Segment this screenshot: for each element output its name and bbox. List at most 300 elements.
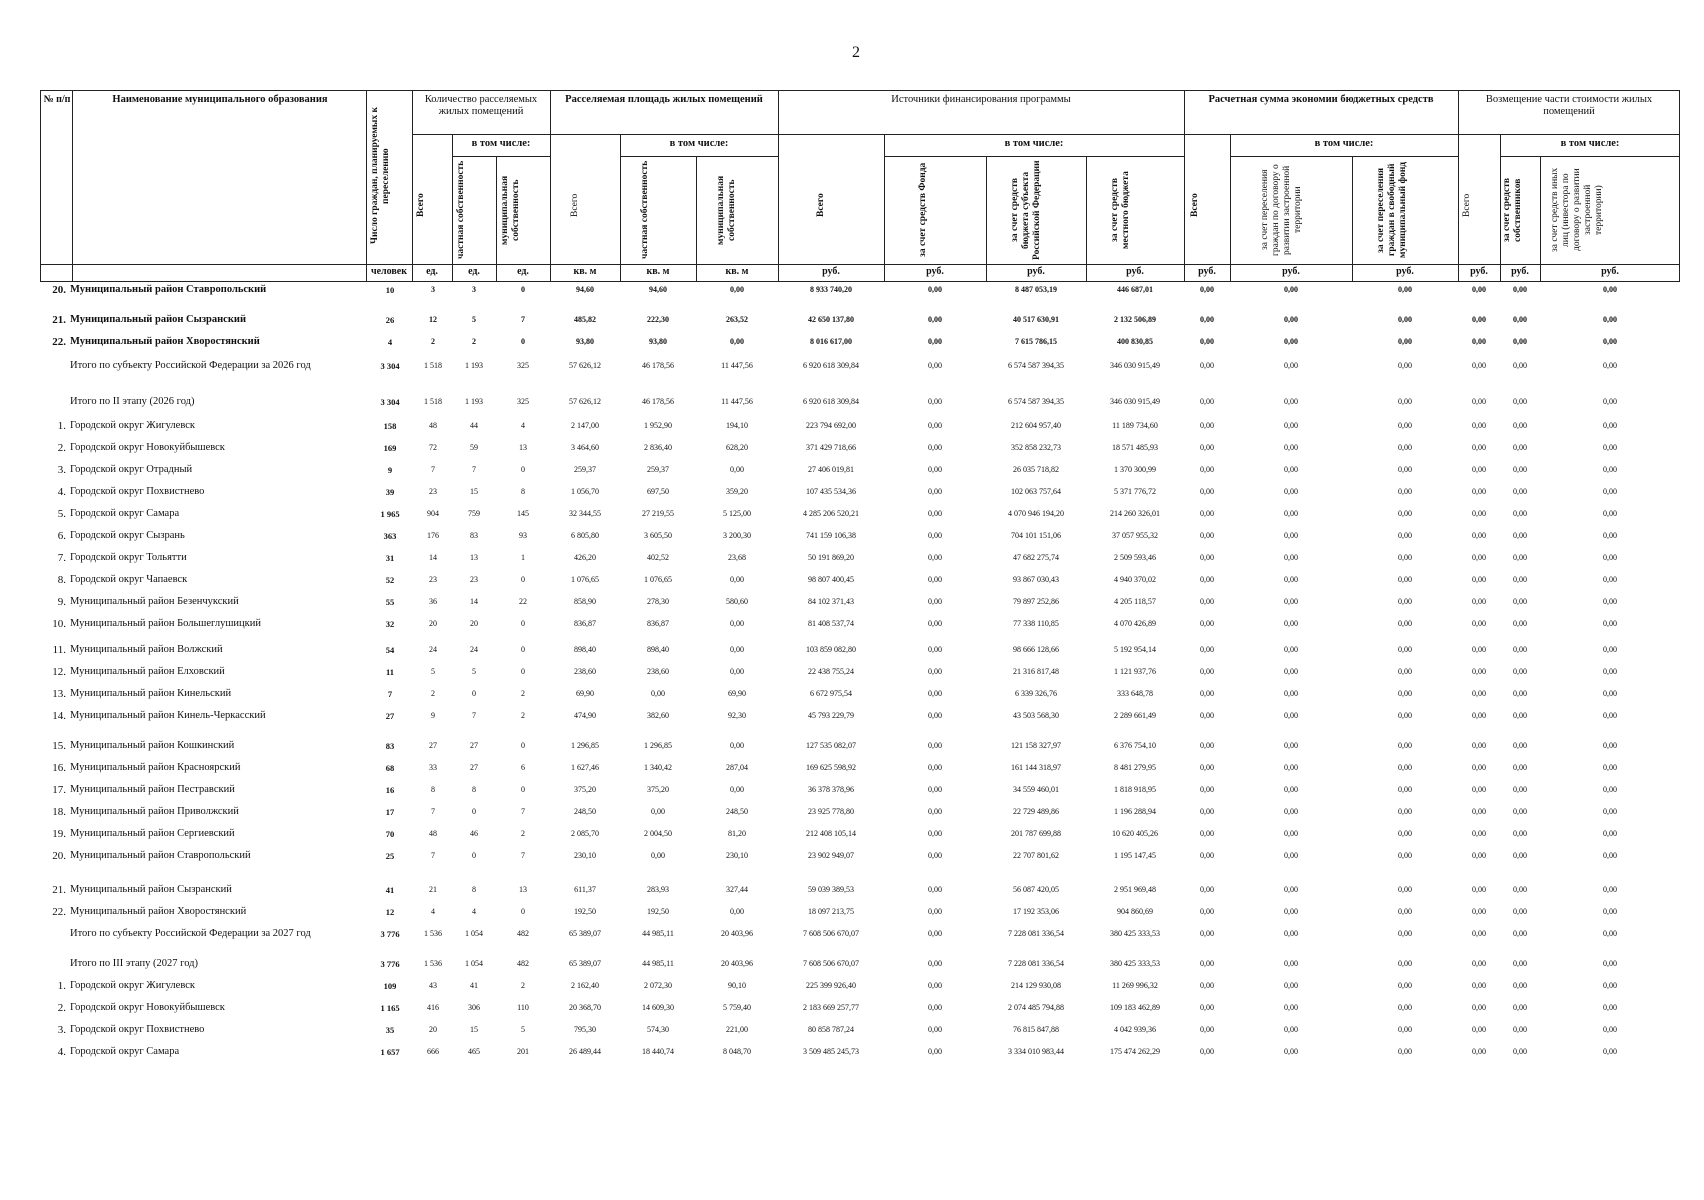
table-cell: 0,00 [1200, 981, 1214, 990]
table-cell: 0 [521, 575, 525, 584]
table-cell: 0,00 [1398, 785, 1412, 794]
table-cell: 230,10 [574, 851, 596, 860]
table-cell: 7 [431, 851, 435, 860]
municipality-name: Городской округ Чапаевск [70, 574, 188, 585]
table-cell: 7 [472, 465, 476, 474]
table-cell: 0,00 [1200, 929, 1214, 938]
table-cell: 0,00 [1603, 509, 1617, 518]
table-cell: 0,00 [1284, 763, 1298, 772]
table-cell: 0,00 [1398, 1047, 1412, 1056]
table-cell: 0,00 [730, 645, 744, 654]
row-number: 20. [52, 284, 66, 296]
table-cell: 47 682 275,74 [1013, 553, 1059, 562]
table-cell: 93,80 [576, 337, 594, 346]
table-cell: 20 [429, 1025, 437, 1034]
table-cell: 6 [521, 763, 525, 772]
table-cell: 4 205 118,57 [1114, 597, 1156, 606]
unit-economy-free: руб. [1396, 266, 1414, 277]
table-cell: 27 [470, 763, 478, 772]
table-cell: 3 605,50 [644, 531, 672, 540]
table-cell: 795,30 [574, 1025, 596, 1034]
table-cell: 0,00 [1398, 531, 1412, 540]
table-cell: 46 178,56 [642, 361, 674, 370]
table-cell: 52 [385, 575, 395, 585]
table-cell: 31 [385, 553, 395, 563]
table-cell: 0,00 [1513, 763, 1527, 772]
table-cell: 0,00 [1472, 285, 1486, 294]
table-cell: 4 285 206 520,21 [803, 509, 859, 518]
table-cell: 0,00 [1513, 885, 1527, 894]
table-cell: 22 729 489,86 [1013, 807, 1059, 816]
table-cell: 0,00 [1603, 981, 1617, 990]
table-cell: 13 [470, 553, 478, 562]
table-cell: 3 464,60 [571, 443, 599, 452]
row-number: 4. [57, 1046, 66, 1058]
area-municipal-header: муниципальная собственность [716, 175, 737, 245]
funding-total-header: Всего [816, 193, 826, 217]
col-no-header: № п/п [43, 94, 71, 105]
table-cell: 0,00 [1398, 285, 1412, 294]
table-cell: 2 183 669 257,77 [803, 1003, 859, 1012]
table-cell: 0,00 [730, 667, 744, 676]
table-cell: 0 [472, 807, 476, 816]
table-cell: 83 [470, 531, 478, 540]
table-cell: 8 [521, 487, 525, 496]
table-cell: 0,00 [1472, 1003, 1486, 1012]
table-cell: 0,00 [1603, 741, 1617, 750]
table-cell: 4 070 946 194,20 [1008, 509, 1064, 518]
table-cell: 0,00 [1398, 829, 1412, 838]
table-cell: 46 178,56 [642, 397, 674, 406]
table-cell: 0,00 [1200, 509, 1214, 518]
table-cell: 2 162,40 [571, 981, 599, 990]
table-cell: 55 [385, 597, 395, 607]
table-cell: 0,00 [1200, 763, 1214, 772]
table-cell: 42 650 137,80 [808, 315, 854, 324]
table-cell: 0,00 [1603, 1047, 1617, 1056]
table-cell: 56 087 420,05 [1013, 885, 1059, 894]
table-cell: 238,60 [647, 667, 669, 676]
table-cell: 6 574 587 394,35 [1008, 361, 1064, 370]
table-cell: 0,00 [1284, 645, 1298, 654]
municipality-name: Муниципальный район Красноярский [70, 762, 241, 773]
table-cell: 0,00 [928, 531, 942, 540]
table-cell: 8 933 740,20 [810, 285, 852, 294]
table-cell: 81 408 537,74 [808, 619, 854, 628]
table-cell: 0,00 [651, 689, 665, 698]
table-cell: 0,00 [730, 907, 744, 916]
table-cell: 6 920 618 309,84 [803, 361, 859, 370]
table-cell: 0,00 [1200, 443, 1214, 452]
table-cell: 0,00 [1603, 959, 1617, 968]
table-cell: 759 [468, 509, 480, 518]
table-row [40, 462, 1680, 478]
table-cell: 194,10 [726, 421, 748, 430]
table-cell: 7 228 081 336,54 [1008, 929, 1064, 938]
table-cell: 628,20 [726, 443, 748, 452]
table-cell: 3 334 010 983,44 [1008, 1047, 1064, 1056]
table-cell: 0,00 [1284, 531, 1298, 540]
table-row [40, 616, 1680, 632]
table-cell: 0,00 [928, 465, 942, 474]
table-cell: 0 [521, 907, 525, 916]
table-cell: 93 [519, 531, 527, 540]
table-cell: 0,00 [1472, 741, 1486, 750]
table-cell: 0,00 [1398, 711, 1412, 720]
table-cell: 0,00 [1472, 487, 1486, 496]
table-cell: 72 [429, 443, 437, 452]
table-cell: 0,00 [1398, 959, 1412, 968]
table-cell: 0,00 [1513, 575, 1527, 584]
table-cell: 33 [429, 763, 437, 772]
municipality-name: Муниципальный район Приволжский [70, 806, 239, 817]
table-cell: 7 608 506 670,07 [803, 929, 859, 938]
table-cell: 1 627,46 [571, 763, 599, 772]
unit-funding-region: руб. [1027, 266, 1045, 277]
table-cell: 27 219,55 [642, 509, 674, 518]
table-cell: 278,30 [647, 597, 669, 606]
table-cell: 5 [472, 667, 476, 676]
table-cell: 371 429 718,66 [806, 443, 856, 452]
table-cell: 0,00 [1513, 397, 1527, 406]
row-number: 21. [52, 314, 66, 326]
table-cell: 0,00 [1513, 851, 1527, 860]
table-cell: 2 [431, 689, 435, 698]
table-cell: 12 [429, 315, 437, 324]
table-cell: 426,20 [574, 553, 596, 562]
row-number: 5. [57, 508, 66, 520]
table-cell: 1 340,42 [644, 763, 672, 772]
table-cell: 0,00 [1603, 785, 1617, 794]
table-cell: 3 509 485 245,73 [803, 1047, 859, 1056]
table-cell: 0,00 [1284, 421, 1298, 430]
table-row [40, 440, 1680, 456]
table-cell: 0,00 [1284, 667, 1298, 676]
table-cell: 93 867 030,43 [1013, 575, 1059, 584]
table-cell: 580,60 [726, 597, 748, 606]
table-cell: 6 376 754,10 [1114, 741, 1156, 750]
table-cell: 0,00 [1398, 575, 1412, 584]
table-cell: 0,00 [1398, 689, 1412, 698]
table-cell: 145 [517, 509, 529, 518]
table-cell: 259,37 [574, 465, 596, 474]
table-cell: 14 [470, 597, 478, 606]
table-cell: 11 447,56 [721, 397, 753, 406]
table-cell: 36 [429, 597, 437, 606]
row-number: 22. [52, 906, 66, 918]
table-row [40, 848, 1680, 864]
table-cell: 0,00 [1200, 667, 1214, 676]
row-number: 16. [52, 762, 66, 774]
table-row [40, 550, 1680, 566]
table-cell: 0,00 [1284, 981, 1298, 990]
unit-rooms-total: ед. [426, 266, 438, 277]
table-cell: 0,00 [1398, 929, 1412, 938]
table-cell: 1 965 [380, 509, 400, 519]
table-cell: 22 438 755,24 [808, 667, 854, 676]
table-cell: 263,52 [726, 315, 748, 324]
table-row [40, 664, 1680, 680]
economy-dev-header: за счет переселения граждан по договору о развитии застроенной территории [1260, 164, 1303, 256]
table-cell: 214 129 930,08 [1011, 981, 1061, 990]
table-cell: 161 144 318,97 [1011, 763, 1061, 772]
table-cell: 0,00 [1200, 361, 1214, 370]
table-cell: 0 [521, 337, 525, 346]
row-number: 6. [57, 530, 66, 542]
table-cell: 0,00 [1284, 553, 1298, 562]
table-cell: 0,00 [1200, 575, 1214, 584]
table-cell: 68 [385, 763, 395, 773]
table-cell: 54 [385, 645, 395, 655]
table-cell: 0,00 [928, 1025, 942, 1034]
table-cell: 0,00 [1398, 807, 1412, 816]
table-row [40, 1044, 1680, 1060]
table-cell: 4 [521, 421, 525, 430]
table-cell: 0,00 [1284, 619, 1298, 628]
municipality-name: Итого по II этапу (2026 год) [70, 396, 195, 407]
rooms-private-header: частная собственность [456, 160, 466, 260]
economy-total-header: Всего [1190, 193, 1200, 217]
table-cell: 0,00 [1284, 487, 1298, 496]
municipality-name: Городской округ Отрадный [70, 464, 193, 475]
municipality-name: Городской округ Тольятти [70, 552, 187, 563]
table-cell: 0,00 [1284, 337, 1298, 346]
row-number: 4. [57, 486, 66, 498]
table-cell: 0,00 [1284, 907, 1298, 916]
grp-area-header: Расселяемая площадь жилых помещений [565, 94, 763, 105]
table-cell: 192,50 [574, 907, 596, 916]
rooms-municipal-header: муниципальная собственность [500, 175, 521, 245]
table-cell: 0,00 [1513, 929, 1527, 938]
table-cell: 0,00 [1398, 645, 1412, 654]
table-cell: 44 985,11 [642, 959, 674, 968]
table-cell: 0,00 [1284, 315, 1298, 324]
table-row [40, 804, 1680, 820]
table-cell: 2 509 593,46 [1114, 553, 1156, 562]
unit-refund-owners: руб. [1511, 266, 1529, 277]
table-cell: 0,00 [1284, 851, 1298, 860]
table-cell: 0,00 [1284, 597, 1298, 606]
table-cell: 5 125,00 [723, 509, 751, 518]
table-cell: 16 [385, 785, 395, 795]
row-number: 13. [52, 688, 66, 700]
table-cell: 0,00 [1603, 711, 1617, 720]
table-cell: 2 951 969,48 [1114, 885, 1156, 894]
table-cell: 0,00 [1398, 509, 1412, 518]
table-cell: 0,00 [1398, 667, 1412, 676]
table-cell: 375,20 [574, 785, 596, 794]
table-cell: 0,00 [1398, 337, 1412, 346]
table-cell: 904 860,69 [1117, 907, 1153, 916]
table-cell: 50 191 869,20 [808, 553, 854, 562]
table-cell: 0,00 [1472, 807, 1486, 816]
table-cell: 0,00 [651, 807, 665, 816]
table-cell: 0,00 [1472, 1047, 1486, 1056]
table-cell: 109 183 462,89 [1110, 1003, 1160, 1012]
table-cell: 327,44 [726, 885, 748, 894]
table-cell: 44 985,11 [642, 929, 674, 938]
table-cell: 26 489,44 [569, 1047, 601, 1056]
table-cell: 0,00 [928, 885, 942, 894]
unit-funding-local: руб. [1126, 266, 1144, 277]
table-row [40, 506, 1680, 522]
table-cell: 0,00 [1603, 337, 1617, 346]
table-cell: 57 626,12 [569, 397, 601, 406]
table-cell: 0,00 [1200, 907, 1214, 916]
table-cell: 0 [521, 619, 525, 628]
table-cell: 11 269 996,32 [1112, 981, 1158, 990]
table-cell: 0,00 [1398, 981, 1412, 990]
table-cell: 0,00 [1603, 575, 1617, 584]
table-cell: 8 [472, 785, 476, 794]
row-number: 10. [52, 618, 66, 630]
table-cell: 0,00 [1200, 1003, 1214, 1012]
table-cell: 380 425 333,53 [1110, 929, 1160, 938]
table-cell: 93,80 [649, 337, 667, 346]
table-cell: 18 097 213,75 [808, 907, 854, 916]
table-cell: 0,00 [730, 465, 744, 474]
table-cell: 18 571 485,93 [1112, 443, 1158, 452]
table-cell: 6 805,80 [571, 531, 599, 540]
table-cell: 26 035 718,82 [1013, 465, 1059, 474]
table-cell: 0,00 [1603, 907, 1617, 916]
table-cell: 1 165 [380, 1003, 400, 1013]
table-cell: 0,00 [1398, 487, 1412, 496]
table-cell: 23 [429, 575, 437, 584]
table-cell: 4 940 370,02 [1114, 575, 1156, 584]
table-cell: 44 [470, 421, 478, 430]
unit-area-total: кв. м [573, 266, 597, 277]
table-cell: 1 193 [465, 397, 483, 406]
table-cell: 0,00 [1398, 619, 1412, 628]
table-cell: 6 339 326,76 [1015, 689, 1057, 698]
table-cell: 0,00 [1200, 597, 1214, 606]
municipality-name: Итого по III этапу (2027 год) [70, 958, 199, 969]
table-cell: 2 [431, 337, 435, 346]
table-cell: 48 [429, 421, 437, 430]
table-cell: 0,00 [1472, 315, 1486, 324]
table-cell: 0,00 [1284, 741, 1298, 750]
table-cell: 0,00 [1472, 885, 1486, 894]
table-cell: 1 296,85 [571, 741, 599, 750]
table-cell: 8 [472, 885, 476, 894]
table-cell: 0,00 [1603, 315, 1617, 324]
table-cell: 1 [521, 553, 525, 562]
table-cell: 0,00 [1513, 421, 1527, 430]
table-cell: 0,00 [928, 509, 942, 518]
table-cell: 20 [429, 619, 437, 628]
economy-free-header: за счет переселения граждан в свободный муниципальный фонд [1376, 161, 1408, 259]
table-cell: 201 787 699,88 [1011, 829, 1061, 838]
table-cell: 7 [472, 711, 476, 720]
table-cell: 0,00 [1603, 1025, 1617, 1034]
table-cell: 70 [385, 829, 395, 839]
table-cell: 0,00 [1284, 575, 1298, 584]
table-cell: 0,00 [1513, 337, 1527, 346]
table-cell: 201 [517, 1047, 529, 1056]
table-cell: 41 [385, 885, 395, 895]
table-cell: 0,00 [928, 689, 942, 698]
table-cell: 382,60 [647, 711, 669, 720]
unit-rooms-municipal: ед. [517, 266, 529, 277]
table-cell: 0,00 [1200, 619, 1214, 628]
municipality-name: Городской округ Самара [70, 1046, 180, 1057]
table-cell: 482 [517, 959, 529, 968]
table-cell: 69,90 [728, 689, 746, 698]
table-cell: 0,00 [1472, 361, 1486, 370]
area-total-header: Всего [570, 193, 580, 217]
table-cell: 2 074 485 794,88 [1008, 1003, 1064, 1012]
table-cell: 90,10 [728, 981, 746, 990]
table-cell: 0,00 [1472, 421, 1486, 430]
table-cell: 13 [519, 885, 527, 894]
table-cell: 6 574 587 394,35 [1008, 397, 1064, 406]
table-cell: 0,00 [928, 315, 942, 324]
table-cell: 0,00 [1398, 1025, 1412, 1034]
funding-incl-label: в том числе: [1004, 138, 1064, 149]
table-cell: 0,00 [1603, 929, 1617, 938]
table-cell: 2 [472, 337, 476, 346]
municipality-name: Муниципальный район Кинельский [70, 688, 232, 699]
table-cell: 43 503 568,30 [1013, 711, 1059, 720]
municipality-name: Городской округ Сызрань [70, 530, 185, 541]
table-cell: 10 [385, 285, 395, 295]
table-cell: 39 [385, 487, 395, 497]
municipality-name: Городской округ Самара [70, 508, 180, 519]
row-number: 14. [52, 710, 66, 722]
table-row [40, 394, 1680, 410]
table-cell: 7 [521, 807, 525, 816]
table-cell: 359,20 [726, 487, 748, 496]
table-cell: 34 559 460,01 [1013, 785, 1059, 794]
table-cell: 23 902 949,07 [808, 851, 854, 860]
table-cell: 0,00 [1200, 397, 1214, 406]
table-cell: 1 076,65 [571, 575, 599, 584]
unit-rooms-private: ед. [468, 266, 480, 277]
table-cell: 0,00 [1398, 907, 1412, 916]
table-cell: 0,00 [730, 785, 744, 794]
table-cell: 858,90 [574, 597, 596, 606]
table-cell: 0,00 [1284, 465, 1298, 474]
table-cell: 485,82 [574, 315, 596, 324]
municipality-name: Городской округ Новокуйбышевск [70, 442, 225, 453]
table-cell: 0,00 [928, 929, 942, 938]
row-number: 1. [57, 420, 66, 432]
table-cell: 0,00 [1603, 285, 1617, 294]
table-cell: 81,20 [728, 829, 746, 838]
table-row [40, 484, 1680, 500]
table-cell: 0,00 [1200, 645, 1214, 654]
table-cell: 1 952,90 [644, 421, 672, 430]
table-cell: 0,00 [1513, 361, 1527, 370]
table-row [40, 760, 1680, 776]
table-cell: 0,00 [1513, 689, 1527, 698]
table-cell: 0,00 [1513, 487, 1527, 496]
table-cell: 0,00 [1513, 465, 1527, 474]
table-cell: 5 [472, 315, 476, 324]
table-cell: 0,00 [1513, 645, 1527, 654]
table-cell: 20 403,96 [721, 959, 753, 968]
table-cell: 0,00 [928, 1047, 942, 1056]
table-cell: 0,00 [1513, 741, 1527, 750]
table-cell: 0,00 [928, 741, 942, 750]
table-cell: 175 474 262,29 [1110, 1047, 1160, 1056]
table-cell: 7 615 786,15 [1015, 337, 1057, 346]
row-number: 21. [52, 884, 66, 896]
table-cell: 0,00 [1200, 553, 1214, 562]
table-cell: 0,00 [1284, 929, 1298, 938]
municipality-name: Муниципальный район Хворостянский [70, 906, 247, 917]
